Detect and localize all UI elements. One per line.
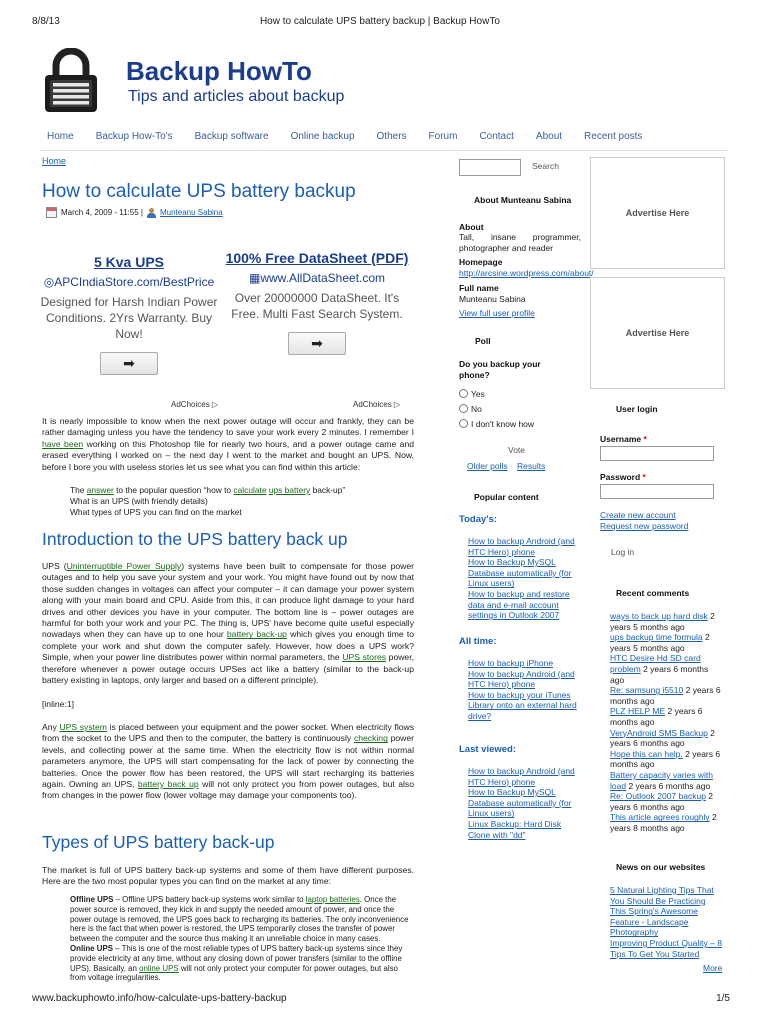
article-meta (46, 207, 223, 218)
ad-description: Over 20000000 DataSheet. It's Free. Multi Fast Search System. (231, 291, 403, 321)
nav-others[interactable]: Others (376, 131, 407, 142)
breadcrumb (42, 156, 66, 166)
nav-contact[interactable]: Contact (479, 131, 514, 142)
create-account-link[interactable]: Create new account (600, 510, 676, 520)
nav-online-backup[interactable]: Online backup (290, 131, 355, 142)
list-item[interactable]: Linux Backup: Hard Disk Clone with "dd" (468, 818, 562, 840)
ad-url[interactable]: ◎APCIndiaStore.com/BestPrice (43, 275, 215, 289)
calendar-icon (46, 207, 57, 218)
list-item: Re: Outlook 2007 backup 2 years 6 months ago (610, 791, 714, 812)
list-item[interactable]: This Spring's Awesome Feature - Landscape Photography (610, 906, 698, 938)
ups-types-list (70, 895, 410, 983)
page-title: How to calculate UPS battery backup (42, 181, 356, 202)
search-input[interactable] (459, 159, 521, 176)
section1-paragraph1: UPS (Uninterruptible Power Supply) systems have been built to compensate for those power outages and to help you save your system and your work. You might have found out by now that those sudden changes in voltages can affect your computer – it can damage your power system along with your main board and CPU. Aside from this, it can produce light damage to your hard drives and other devices you have in your computer. The bottom line is – power outages are harmful for both your work and your PC. The thing is, UPS’ have become quite useful especially nowadays when they can have up to one hour battery back-up which gives you enough time to complete your work and shut down the computer safely. However, how does a UPS work? Simple, when your power line distributes power within normal parameters, the UPS stores power, therefore whenever a power outage occurs UPSes act like a battery (similar to the back-up battery existing in laptops, only larger and based on a different principle). (42, 561, 415, 686)
all-time-label: All time: (459, 636, 497, 647)
section2-paragraph: The market is full of UPS battery back-up systems and some of them have different purposes. Here are the two most popular types you can find on the market at any time: (42, 865, 414, 887)
nav-home[interactable]: Home (47, 131, 74, 142)
article-toc-list (70, 485, 410, 517)
breadcrumb-home[interactable]: Home (42, 156, 67, 166)
news-heading: News on our websites (616, 862, 706, 872)
ad-globe-icon: ◎ (43, 275, 55, 289)
list-item[interactable]: How to Backup MySQL Database automatically (for Linux users) (468, 787, 572, 819)
ad-arrow-button[interactable]: ➡ (288, 332, 346, 355)
list-item: Offline UPS – Offline UPS battery back-up systems work similar to laptop batteries. Once the power source is removed, they kick in and supply the needed amount of power, and once the power outage is removed, the UPS goes back to recharging its batteries. The only inconvenience here is the fact that when power is restored, the UPS temporarily closes the transfer of power between the computer and the source thus making it an unreliable choice in many cases. (70, 895, 409, 944)
list-item: ways to back up hard disk 2 years 5 months ago (610, 611, 715, 632)
username-label: Username * (600, 434, 647, 444)
section-heading-intro: Introduction to the UPS battery back up (42, 529, 348, 549)
list-item[interactable]: How to backup Android (and HTC Hero) phone (468, 766, 575, 787)
radio-icon[interactable] (459, 389, 468, 398)
site-title[interactable]: Backup HowTo (126, 56, 312, 86)
about-text: Tall, insane programmer, photographer and reader (459, 232, 581, 253)
link-have-been[interactable]: have been (42, 438, 84, 449)
fullname-label: Full name (459, 283, 499, 293)
poll-results-link[interactable]: Results (517, 461, 546, 471)
password-input[interactable] (600, 484, 714, 499)
site-slogan: Tips and articles about backup (128, 88, 345, 105)
padlock-logo-icon[interactable] (42, 48, 100, 114)
request-password-link[interactable]: Request new password (600, 521, 689, 531)
section-heading-types: Types of UPS battery back-up (42, 832, 275, 852)
list-item: HTC Desire Hd SD card problem 2 years 6 months ago (610, 653, 709, 685)
view-profile-link[interactable]: View full user profile (459, 308, 535, 318)
list-item[interactable]: How to backup your iTunes Library onto an external hard drive? (468, 689, 577, 721)
inline-placeholder: [inline:1] (42, 699, 75, 709)
poll-option-yes[interactable]: Yes (459, 389, 485, 400)
nav-backup-howtos[interactable]: Backup How-To's (95, 131, 173, 142)
list-item[interactable]: 5 Natural Lighting Tips That You Should Be Practicing (610, 885, 714, 906)
radio-icon[interactable] (459, 419, 468, 428)
main-nav (47, 131, 664, 142)
nav-about[interactable]: About (535, 131, 563, 142)
list-item[interactable]: How to backup iPhone (468, 658, 554, 668)
about-author-heading: About Munteanu Sabina (474, 195, 572, 205)
list-item: The answer to the popular question “how to calculate ups battery back-up” (70, 485, 346, 495)
all-time-list (468, 658, 584, 722)
today-list (468, 536, 584, 621)
print-header (32, 16, 730, 27)
list-item: Hope this can help. 2 years 6 months ago (610, 748, 721, 770)
intro-paragraph: It is nearly impossible to know when the next power outage will occur and frankly, they can be rather damaging unless you have the tendency to save your work every 2 minutes. I remember I have been working on this Photoshop file for nearly two hours, and a power outage came and erased everything I worked on – the next day I went to the market and bought an UPS. Now, before I bore you with useless stories let us see what you can find within this article: (42, 416, 415, 472)
list-item: PLZ HELP ME 2 years 6 months ago (610, 706, 703, 727)
poll-heading: Poll (475, 336, 491, 346)
vote-button[interactable]: Vote (508, 445, 526, 455)
fullname-value: Munteanu Sabina (459, 294, 526, 304)
popular-content-heading: Popular content (474, 492, 539, 502)
ad-doc-icon: ▦ (248, 271, 261, 285)
author-link[interactable]: Munteanu Sabina (159, 208, 223, 217)
list-item[interactable]: How to backup Android (and HTC Hero) phone (468, 536, 575, 557)
list-item[interactable]: How to backup Android (and HTC Hero) phone (468, 668, 575, 690)
adchoices-2[interactable]: AdChoices ▷ (353, 400, 401, 409)
header-divider (40, 150, 728, 151)
list-item: Re: samsung i5510 2 years 6 months ago (610, 685, 721, 706)
print-page: 1/5 (716, 993, 730, 1004)
print-date: 8/8/13 (32, 16, 60, 27)
list-item: ups backup time formula 2 years 5 months ago (610, 632, 710, 653)
homepage-label: Homepage (459, 257, 503, 267)
password-label: Password * (600, 472, 646, 482)
username-input[interactable] (600, 446, 714, 461)
poll-option-no[interactable]: No (459, 404, 482, 415)
list-item[interactable]: How to backup and restore data and e-mail account settings in Outlook 2007 (468, 588, 570, 621)
last-viewed-list (468, 766, 584, 840)
list-item: Online UPS – This is one of the most reliable types of UPS battery back-up systems since they provide electricity at any time, without any closing down of power transfers (similar to the offline UPS). Basically, an online UPS will not only protect your computer for power outages, but also from voltage irregularities. (70, 943, 403, 983)
news-list (610, 885, 724, 959)
ad-headline[interactable]: 5 Kva UPS (93, 254, 165, 270)
more-news-link[interactable]: More (703, 963, 723, 973)
list-item[interactable]: How to Backup MySQL Database automatically (for Linux users) (468, 557, 572, 589)
poll-question: Do you backup your phone? (459, 359, 541, 380)
poll-option-dont-know[interactable]: I don't know how (459, 419, 534, 430)
nav-recent-posts[interactable]: Recent posts (584, 131, 643, 142)
login-button[interactable]: Log in (611, 547, 635, 557)
print-footer (32, 993, 730, 1004)
homepage-link[interactable]: http://arcsine.wordpress.com/about/ (459, 268, 594, 278)
ad-url[interactable]: ▦www.AllDataSheet.com (248, 271, 386, 285)
last-viewed-label: Last viewed: (459, 744, 517, 755)
nav-forum[interactable]: Forum (428, 131, 458, 142)
ad-unit-2 (222, 249, 412, 355)
print-title: How to calculate UPS battery backup | Backup HowTo (259, 16, 500, 27)
radio-icon[interactable] (459, 404, 468, 413)
advertise-box-1[interactable]: Advertise Here (590, 157, 725, 269)
article-date: March 4, 2009 - 11:55 | (61, 208, 143, 217)
nav-backup-software[interactable]: Backup software (194, 131, 269, 142)
older-polls-link[interactable]: Older polls (467, 461, 508, 471)
list-item: What is an UPS (with friendly details) (70, 495, 208, 506)
ad-arrow-button[interactable]: ➡ (100, 352, 158, 375)
list-item: VeryAndroid SMS Backup 2 years 6 months ago (610, 727, 715, 749)
recent-comments-list (610, 611, 722, 833)
section1-paragraph2: Any UPS system is placed between your equipment and the power socket. When electricity flows from the socket to the UPS and then to the computer, the battery is continuously checking power levels, and collecting power at the same time. When the electricity flow is not within normal parameters anymore, the UPS will start compensating for the lack of power by connecting the batteries. Once the power flow has been restored, the UPS will start recharging its batteries again. Owning an UPS, battery back up will not only protect you from power outages, but also from changes in the power flow (lower voltage may damage your components too). (42, 722, 415, 801)
search-button[interactable]: Search (532, 161, 559, 171)
list-item[interactable]: Improving Product Quality – 8 Tips To Get You Started (610, 937, 722, 959)
ad-headline[interactable]: 100% Free DataSheet (PDF) (225, 250, 409, 266)
today-label: Today's: (459, 514, 497, 525)
ad-description: Designed for Harsh Indian Power Conditions. 2Yrs Warranty. Buy Now! (40, 295, 218, 341)
user-icon (147, 208, 156, 218)
user-login-heading: User login (616, 404, 658, 414)
print-url: www.backuphowto.info/how-calculate-ups-battery-backup (32, 993, 287, 1004)
adchoices-1[interactable]: AdChoices ▷ (171, 400, 219, 409)
list-item: Battery capacity varies with load 2 years 6 months ago (610, 769, 713, 791)
ad-unit-1 (34, 253, 224, 375)
recent-comments-heading: Recent comments (616, 588, 690, 598)
advertise-box-2[interactable]: Advertise Here (590, 277, 725, 389)
list-item: What types of UPS you can find on the market (70, 506, 242, 517)
about-label: About (459, 222, 484, 232)
list-item: This article agrees roughly 2 years 8 months ago (610, 812, 717, 833)
